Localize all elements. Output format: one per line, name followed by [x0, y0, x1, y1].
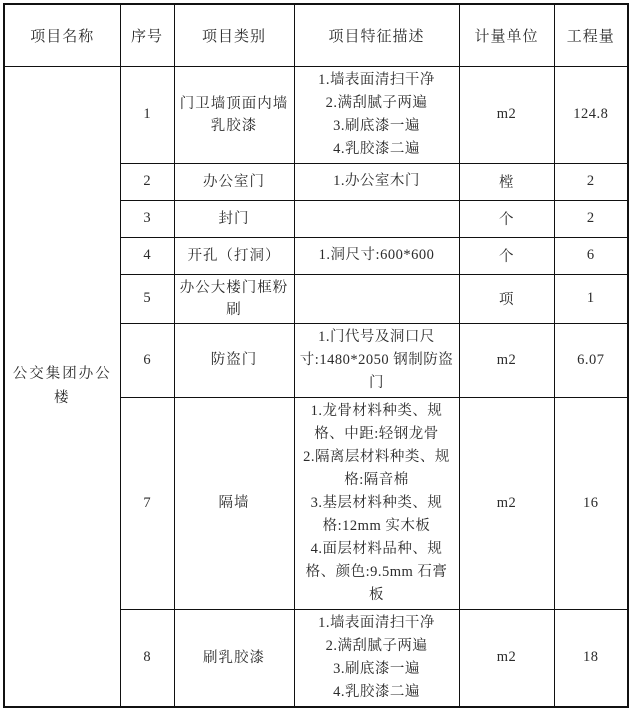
feature-line: 1.办公室木门 [333, 173, 420, 189]
serial-number-cell: 7 [120, 397, 174, 609]
category-cell: 开孔（打洞） [174, 237, 294, 274]
unit-cell: 个 [459, 237, 554, 274]
unit-cell: m2 [459, 323, 554, 397]
unit-cell: m2 [459, 66, 554, 163]
features-cell [294, 66, 459, 163]
feature-line: 3.刷底漆一遍 [333, 117, 420, 134]
serial-number-cell: 5 [120, 274, 174, 323]
unit-cell: 个 [459, 200, 554, 237]
category-cell: 办公大楼门框粉刷 [174, 274, 294, 323]
quantity-cell: 6.07 [554, 323, 628, 397]
feature-line: 1.洞尺寸:600*600 [318, 247, 435, 263]
feature-line: 4.乳胶漆二遍 [333, 683, 420, 700]
feature-line: 3.刷底漆一遍 [333, 660, 420, 677]
features-cell [294, 163, 459, 200]
unit-cell: 项 [459, 274, 554, 323]
serial-number-cell: 8 [120, 609, 174, 707]
feature-line: 1.墙表面清扫干净 [318, 614, 435, 631]
header-quantity: 工程量 [554, 4, 628, 66]
quantity-cell: 124.8 [554, 66, 628, 163]
features-cell [294, 237, 459, 274]
serial-number-cell: 3 [120, 200, 174, 237]
feature-line: 1.龙骨材料种类、规格、中距:轻钢龙骨 [310, 402, 443, 442]
category-cell: 防盗门 [174, 323, 294, 397]
features-cell [294, 397, 459, 609]
features-cell [294, 323, 459, 397]
unit-cell: 樘 [459, 163, 554, 200]
table-body [4, 66, 628, 707]
quantity-cell: 1 [554, 274, 628, 323]
quantity-cell: 16 [554, 397, 628, 609]
feature-line: 2.隔离层材料种类、规格:隔音棉 [303, 448, 450, 488]
feature-line: 2.满刮腻子两遍 [325, 94, 428, 111]
features-cell [294, 609, 459, 707]
quantity-cell: 2 [554, 200, 628, 237]
feature-line: 4.乳胶漆二遍 [333, 140, 420, 157]
category-cell: 隔墙 [174, 397, 294, 609]
serial-number-cell: 1 [120, 66, 174, 163]
category-cell: 门卫墙顶面内墙乳胶漆 [174, 66, 294, 163]
table-row [4, 66, 628, 163]
quantity-cell: 18 [554, 609, 628, 707]
features-cell [294, 274, 459, 323]
table-header-row [4, 4, 628, 66]
header-serial-number: 序号 [120, 4, 174, 66]
serial-number-cell: 6 [120, 323, 174, 397]
feature-line: 2.满刮腻子两遍 [325, 637, 428, 654]
category-cell: 办公室门 [174, 163, 294, 200]
bill-of-quantities-table [3, 3, 629, 708]
unit-cell: m2 [459, 609, 554, 707]
project-name-cell: 公交集团办公楼 [4, 66, 120, 707]
header-item-category: 项目类别 [174, 4, 294, 66]
feature-line: 1.门代号及洞口尺寸:1480*2050 钢制防盗门 [299, 328, 454, 391]
feature-line: 4.面层材料品种、规格、颜色:9.5mm 石膏板 [305, 540, 448, 603]
serial-number-cell: 4 [120, 237, 174, 274]
header-feature-description: 项目特征描述 [294, 4, 459, 66]
category-cell: 刷乳胶漆 [174, 609, 294, 707]
quantity-cell: 6 [554, 237, 628, 274]
header-project-name: 项目名称 [4, 4, 120, 66]
unit-cell: m2 [459, 397, 554, 609]
feature-line: 1.墙表面清扫干净 [318, 71, 435, 88]
category-cell: 封门 [174, 200, 294, 237]
serial-number-cell: 2 [120, 163, 174, 200]
quantity-cell: 2 [554, 163, 628, 200]
features-cell [294, 200, 459, 237]
feature-line: 3.基层材料种类、规格:12mm 实木板 [310, 494, 443, 534]
header-unit: 计量单位 [459, 4, 554, 66]
